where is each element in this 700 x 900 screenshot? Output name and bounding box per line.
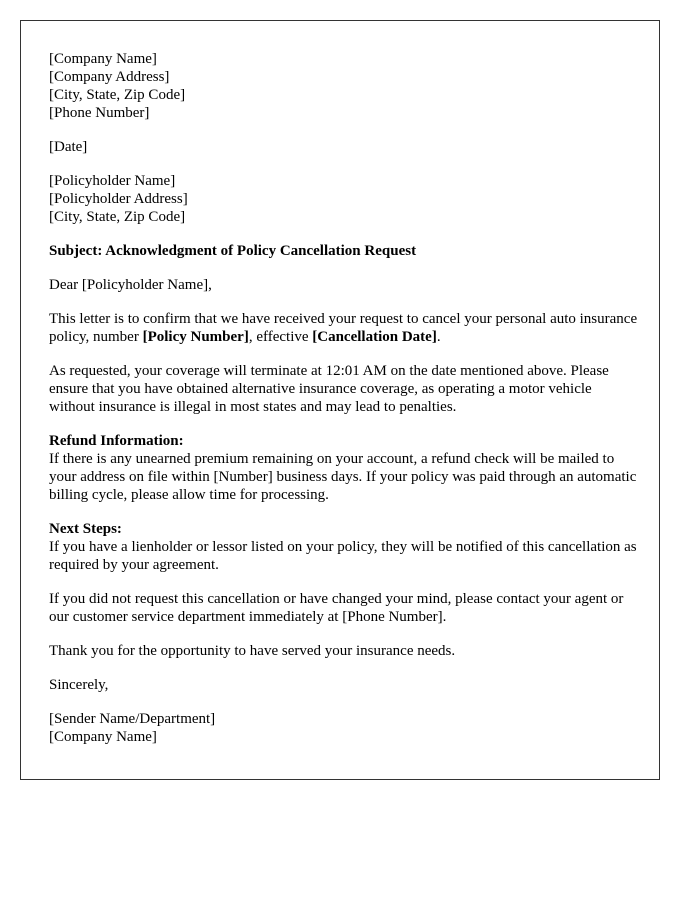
next-steps-section	[49, 520, 639, 574]
next-steps-heading: Next Steps:	[49, 521, 122, 537]
confirmation-middle: , effective	[248, 329, 313, 345]
letter-date: [Date]	[49, 139, 88, 155]
sender-address-block	[49, 50, 639, 122]
signature-company: [Company Name]	[49, 729, 157, 745]
sender-city-state-zip: [City, State, Zip Code]	[49, 87, 186, 103]
confirmation-end: .	[436, 329, 441, 345]
confirmation-lead: This letter is to confirm that we have received your request to cancel your personal auto insurance policy, number	[49, 311, 638, 345]
signature-block	[49, 710, 639, 746]
coverage-paragraph: As requested, your coverage will terminate at 12:01 AM on the date mentioned above. Please ensure that you have obtained alternative insurance coverage, as operating a motor vehicle without insurance is illegal in most states and may lead to penalties.	[49, 363, 609, 415]
refund-text: If there is any unearned premium remaining on your account, a refund check will be mailed to your address on file within [Number] business days. If your policy was paid through an automatic billing cycle, please allow time for processing.	[49, 451, 637, 503]
contact-paragraph: If you did not request this cancellation or have changed your mind, please contact your agent or our customer service department immediately at [Phone Number].	[49, 591, 624, 625]
recipient-address-block	[49, 172, 639, 226]
sender-company-address: [Company Address]	[49, 69, 170, 85]
letter-subject	[49, 242, 639, 260]
sender-company-name: [Company Name]	[49, 51, 157, 67]
recipient-address: [Policyholder Address]	[49, 191, 188, 207]
policy-number: [Policy Number]	[142, 329, 249, 345]
next-steps-text: If you have a lienholder or lessor listed on your policy, they will be notified of this cancellation as required by your agreement.	[49, 539, 637, 573]
letter-body	[49, 50, 639, 746]
salutation: Dear [Policyholder Name],	[49, 277, 212, 293]
thanks-paragraph: Thank you for the opportunity to have served your insurance needs.	[49, 643, 456, 659]
refund-heading: Refund Information:	[49, 433, 184, 449]
confirmation-paragraph	[49, 310, 639, 346]
refund-section	[49, 432, 639, 504]
recipient-city-state-zip: [City, State, Zip Code]	[49, 209, 186, 225]
recipient-name: [Policyholder Name]	[49, 173, 176, 189]
sender-phone-number: [Phone Number]	[49, 105, 150, 121]
signature-sender: [Sender Name/Department]	[49, 711, 216, 727]
letter-frame	[20, 20, 660, 780]
subject-text: Subject: Acknowledgment of Policy Cancellation Request	[49, 243, 417, 259]
closing: Sincerely,	[49, 677, 109, 693]
cancellation-date: [Cancellation Date]	[312, 329, 437, 345]
